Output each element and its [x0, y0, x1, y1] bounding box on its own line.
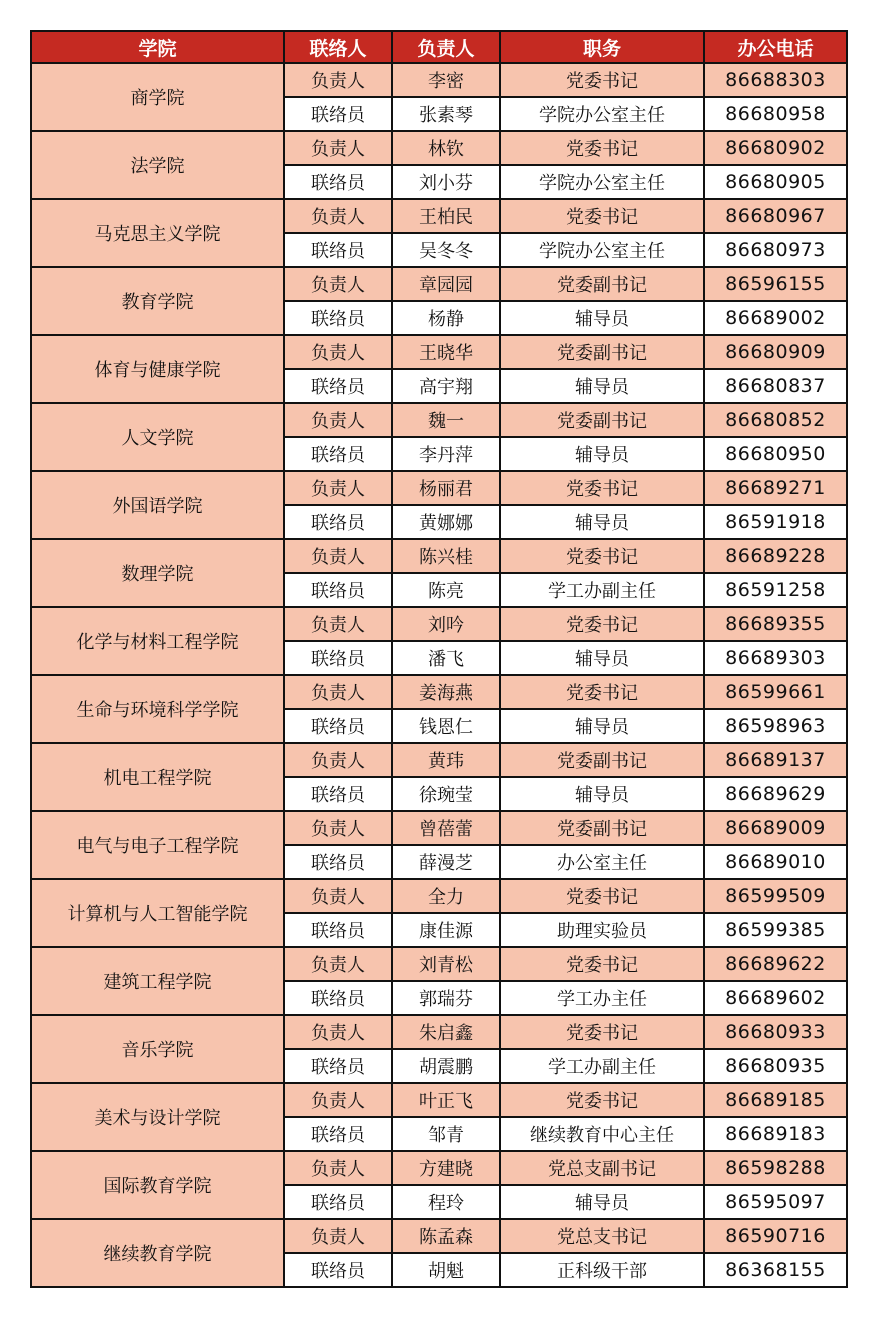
title-cell: 办公室主任	[500, 845, 704, 879]
person-cell: 胡魁	[392, 1253, 500, 1287]
phone-cell: 86689271	[704, 471, 847, 505]
title-cell: 助理实验员	[500, 913, 704, 947]
table-row	[31, 811, 847, 845]
table-row	[31, 63, 847, 97]
title-cell: 学工办副主任	[500, 1049, 704, 1083]
table-row	[31, 743, 847, 777]
college-name-cell: 机电工程学院	[31, 743, 284, 811]
phone-cell: 86599385	[704, 913, 847, 947]
title-cell: 学院办公室主任	[500, 233, 704, 267]
title-cell: 党总支副书记	[500, 1151, 704, 1185]
role-cell: 负责人	[284, 1015, 392, 1049]
phone-cell: 86689355	[704, 607, 847, 641]
title-cell: 学院办公室主任	[500, 165, 704, 199]
title-cell: 党委副书记	[500, 811, 704, 845]
role-cell: 负责人	[284, 199, 392, 233]
phone-cell: 86680905	[704, 165, 847, 199]
table-row	[31, 947, 847, 981]
role-cell: 负责人	[284, 1151, 392, 1185]
title-cell: 学工办主任	[500, 981, 704, 1015]
person-cell: 潘飞	[392, 641, 500, 675]
phone-cell: 86680909	[704, 335, 847, 369]
title-cell: 党委书记	[500, 1083, 704, 1117]
phone-cell: 86680973	[704, 233, 847, 267]
role-cell: 联络员	[284, 913, 392, 947]
table-row	[31, 131, 847, 165]
title-cell: 党委书记	[500, 675, 704, 709]
table-row	[31, 199, 847, 233]
phone-cell: 86598963	[704, 709, 847, 743]
person-cell: 徐琬莹	[392, 777, 500, 811]
person-cell: 曾蓓蕾	[392, 811, 500, 845]
table-row	[31, 539, 847, 573]
person-cell: 薛漫芝	[392, 845, 500, 879]
person-cell: 刘小芬	[392, 165, 500, 199]
role-cell: 联络员	[284, 233, 392, 267]
person-cell: 高宇翔	[392, 369, 500, 403]
title-cell: 党总支书记	[500, 1219, 704, 1253]
phone-cell: 86689137	[704, 743, 847, 777]
title-cell: 辅导员	[500, 437, 704, 471]
table-row	[31, 607, 847, 641]
column-header-title: 职务	[500, 31, 704, 63]
role-cell: 联络员	[284, 777, 392, 811]
role-cell: 负责人	[284, 403, 392, 437]
title-cell: 党委副书记	[500, 743, 704, 777]
role-cell: 负责人	[284, 335, 392, 369]
college-name-cell: 计算机与人工智能学院	[31, 879, 284, 947]
person-cell: 钱恩仁	[392, 709, 500, 743]
table-row	[31, 1083, 847, 1117]
role-cell: 负责人	[284, 675, 392, 709]
role-cell: 负责人	[284, 131, 392, 165]
person-cell: 郭瑞芬	[392, 981, 500, 1015]
title-cell: 党委书记	[500, 539, 704, 573]
role-cell: 联络员	[284, 505, 392, 539]
table-row	[31, 675, 847, 709]
phone-cell: 86680967	[704, 199, 847, 233]
person-cell: 胡震鹏	[392, 1049, 500, 1083]
phone-cell: 86680933	[704, 1015, 847, 1049]
phone-cell: 86689010	[704, 845, 847, 879]
phone-cell: 86598288	[704, 1151, 847, 1185]
person-cell: 李丹萍	[392, 437, 500, 471]
title-cell: 辅导员	[500, 505, 704, 539]
phone-cell: 86689622	[704, 947, 847, 981]
college-name-cell: 外国语学院	[31, 471, 284, 539]
college-name-cell: 法学院	[31, 131, 284, 199]
college-name-cell: 国际教育学院	[31, 1151, 284, 1219]
title-cell: 党委书记	[500, 63, 704, 97]
person-cell: 李密	[392, 63, 500, 97]
phone-cell: 86689185	[704, 1083, 847, 1117]
phone-cell: 86368155	[704, 1253, 847, 1287]
title-cell: 继续教育中心主任	[500, 1117, 704, 1151]
college-name-cell: 商学院	[31, 63, 284, 131]
college-name-cell: 人文学院	[31, 403, 284, 471]
role-cell: 联络员	[284, 845, 392, 879]
role-cell: 联络员	[284, 981, 392, 1015]
person-cell: 陈兴桂	[392, 539, 500, 573]
person-cell: 陈孟森	[392, 1219, 500, 1253]
title-cell: 正科级干部	[500, 1253, 704, 1287]
role-cell: 联络员	[284, 1253, 392, 1287]
person-cell: 王晓华	[392, 335, 500, 369]
phone-cell: 86680935	[704, 1049, 847, 1083]
table-row	[31, 1219, 847, 1253]
role-cell: 联络员	[284, 1185, 392, 1219]
role-cell: 联络员	[284, 97, 392, 131]
person-cell: 章园园	[392, 267, 500, 301]
column-header-college: 学院	[31, 31, 284, 63]
college-name-cell: 音乐学院	[31, 1015, 284, 1083]
phone-cell: 86688303	[704, 63, 847, 97]
person-cell: 陈亮	[392, 573, 500, 607]
phone-cell: 86689602	[704, 981, 847, 1015]
phone-cell: 86590716	[704, 1219, 847, 1253]
phone-cell: 86680902	[704, 131, 847, 165]
role-cell: 负责人	[284, 1083, 392, 1117]
person-cell: 杨丽君	[392, 471, 500, 505]
title-cell: 学工办副主任	[500, 573, 704, 607]
table-row	[31, 335, 847, 369]
role-cell: 负责人	[284, 879, 392, 913]
column-header-role: 联络人	[284, 31, 392, 63]
person-cell: 杨静	[392, 301, 500, 335]
table-header	[31, 31, 847, 63]
role-cell: 联络员	[284, 709, 392, 743]
table-row	[31, 267, 847, 301]
phone-cell: 86591918	[704, 505, 847, 539]
college-name-cell: 建筑工程学院	[31, 947, 284, 1015]
person-cell: 王柏民	[392, 199, 500, 233]
person-cell: 邹青	[392, 1117, 500, 1151]
phone-cell: 86689629	[704, 777, 847, 811]
table-row	[31, 471, 847, 505]
title-cell: 党委副书记	[500, 267, 704, 301]
college-name-cell: 数理学院	[31, 539, 284, 607]
role-cell: 负责人	[284, 539, 392, 573]
title-cell: 党委书记	[500, 607, 704, 641]
title-cell: 党委书记	[500, 199, 704, 233]
title-cell: 辅导员	[500, 369, 704, 403]
college-name-cell: 马克思主义学院	[31, 199, 284, 267]
title-cell: 党委书记	[500, 947, 704, 981]
column-header-person: 负责人	[392, 31, 500, 63]
phone-cell: 86599509	[704, 879, 847, 913]
role-cell: 负责人	[284, 947, 392, 981]
role-cell: 负责人	[284, 811, 392, 845]
person-cell: 黄娜娜	[392, 505, 500, 539]
table-row	[31, 1015, 847, 1049]
title-cell: 辅导员	[500, 301, 704, 335]
person-cell: 叶正飞	[392, 1083, 500, 1117]
role-cell: 联络员	[284, 165, 392, 199]
person-cell: 方建晓	[392, 1151, 500, 1185]
title-cell: 党委书记	[500, 1015, 704, 1049]
college-name-cell: 电气与电子工程学院	[31, 811, 284, 879]
person-cell: 魏一	[392, 403, 500, 437]
phone-cell: 86680950	[704, 437, 847, 471]
title-cell: 辅导员	[500, 1185, 704, 1219]
table-body	[31, 63, 847, 1287]
role-cell: 负责人	[284, 63, 392, 97]
role-cell: 联络员	[284, 437, 392, 471]
person-cell: 林钦	[392, 131, 500, 165]
title-cell: 党委书记	[500, 471, 704, 505]
title-cell: 辅导员	[500, 641, 704, 675]
title-cell: 辅导员	[500, 777, 704, 811]
phone-cell: 86689002	[704, 301, 847, 335]
college-name-cell: 继续教育学院	[31, 1219, 284, 1287]
phone-cell: 86591258	[704, 573, 847, 607]
title-cell: 党委书记	[500, 879, 704, 913]
title-cell: 党委副书记	[500, 403, 704, 437]
person-cell: 吴冬冬	[392, 233, 500, 267]
person-cell: 刘吟	[392, 607, 500, 641]
role-cell: 负责人	[284, 1219, 392, 1253]
role-cell: 负责人	[284, 267, 392, 301]
person-cell: 全力	[392, 879, 500, 913]
phone-cell: 86689009	[704, 811, 847, 845]
table-row	[31, 1151, 847, 1185]
phone-cell: 86680852	[704, 403, 847, 437]
title-cell: 党委副书记	[500, 335, 704, 369]
phone-cell: 86599661	[704, 675, 847, 709]
phone-cell: 86689303	[704, 641, 847, 675]
person-cell: 姜海燕	[392, 675, 500, 709]
role-cell: 负责人	[284, 743, 392, 777]
role-cell: 负责人	[284, 471, 392, 505]
table-row	[31, 879, 847, 913]
person-cell: 刘青松	[392, 947, 500, 981]
person-cell: 程玲	[392, 1185, 500, 1219]
role-cell: 联络员	[284, 369, 392, 403]
role-cell: 联络员	[284, 1049, 392, 1083]
college-name-cell: 化学与材料工程学院	[31, 607, 284, 675]
person-cell: 朱启鑫	[392, 1015, 500, 1049]
phone-cell: 86689228	[704, 539, 847, 573]
person-cell: 黄玮	[392, 743, 500, 777]
title-cell: 党委书记	[500, 131, 704, 165]
role-cell: 联络员	[284, 1117, 392, 1151]
contact-table	[30, 30, 848, 1288]
role-cell: 联络员	[284, 641, 392, 675]
title-cell: 辅导员	[500, 709, 704, 743]
college-name-cell: 教育学院	[31, 267, 284, 335]
role-cell: 联络员	[284, 301, 392, 335]
phone-cell: 86595097	[704, 1185, 847, 1219]
phone-cell: 86596155	[704, 267, 847, 301]
college-name-cell: 生命与环境科学学院	[31, 675, 284, 743]
phone-cell: 86680837	[704, 369, 847, 403]
college-name-cell: 体育与健康学院	[31, 335, 284, 403]
title-cell: 学院办公室主任	[500, 97, 704, 131]
column-header-phone: 办公电话	[704, 31, 847, 63]
person-cell: 张素琴	[392, 97, 500, 131]
person-cell: 康佳源	[392, 913, 500, 947]
role-cell: 负责人	[284, 607, 392, 641]
header-row	[31, 31, 847, 63]
phone-cell: 86680958	[704, 97, 847, 131]
college-name-cell: 美术与设计学院	[31, 1083, 284, 1151]
role-cell: 联络员	[284, 573, 392, 607]
phone-cell: 86689183	[704, 1117, 847, 1151]
table-row	[31, 403, 847, 437]
